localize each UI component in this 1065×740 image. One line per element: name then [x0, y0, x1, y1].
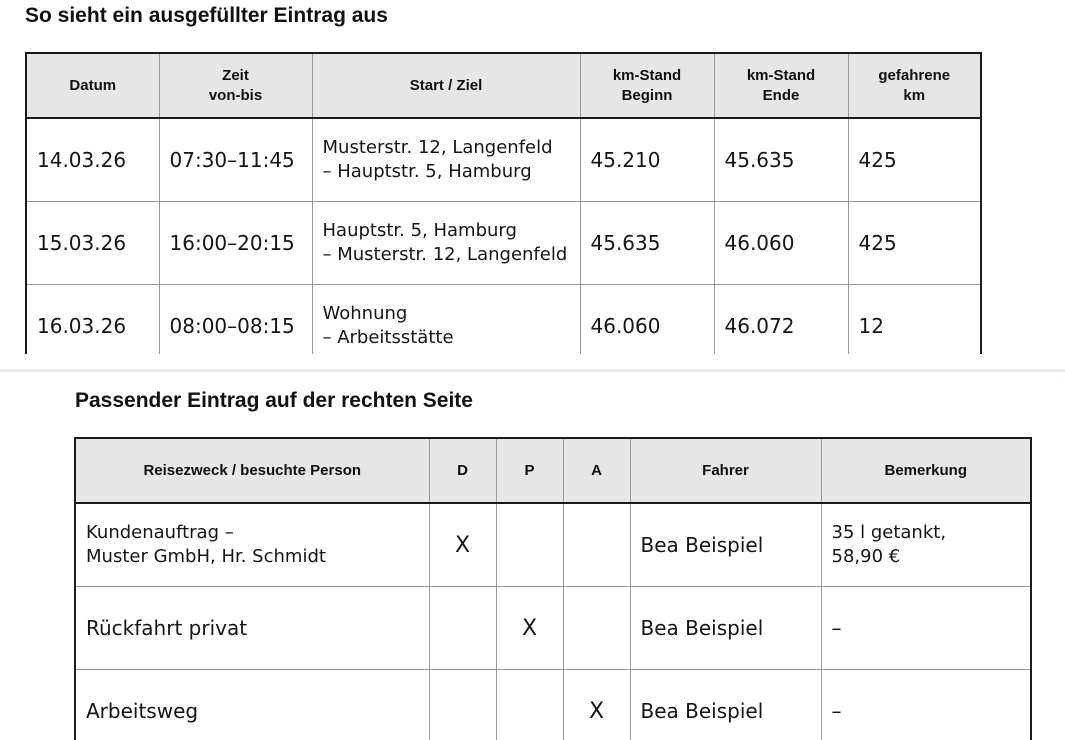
logbook-table-right	[74, 437, 1032, 740]
column-header-a: A	[563, 438, 630, 503]
table-row	[26, 285, 981, 355]
column-header-km-end: km-Stand Ende	[714, 53, 848, 118]
cell-date: 15.03.26	[26, 202, 159, 285]
table-row	[75, 503, 1031, 587]
cell-p-mark	[496, 503, 563, 587]
cell-driver: Bea Beispiel	[630, 587, 821, 670]
cell-km-driven: 425	[848, 202, 981, 285]
cell-remark: –	[821, 670, 1031, 740]
logbook-left-page	[25, 52, 982, 354]
column-header-date: Datum	[26, 53, 159, 118]
column-header-d: D	[429, 438, 496, 503]
cell-purpose: Rückfahrt privat	[75, 587, 429, 670]
cell-d-mark	[429, 670, 496, 740]
cell-km-end: 46.060	[714, 202, 848, 285]
section-title-example-entry: So sieht ein ausgefüllter Eintrag aus	[25, 4, 388, 27]
cell-a-mark	[563, 587, 630, 670]
cell-d-mark	[429, 587, 496, 670]
cell-route: Musterstr. 12, Langenfeld – Hauptstr. 5, Hamburg	[312, 118, 580, 202]
cell-time: 16:00–20:15	[159, 202, 312, 285]
cell-km-end: 46.072	[714, 285, 848, 355]
table-row	[75, 587, 1031, 670]
cell-driver: Bea Beispiel	[630, 503, 821, 587]
cell-route: Hauptstr. 5, Hamburg – Musterstr. 12, Langenfeld	[312, 202, 580, 285]
header-row	[26, 53, 981, 118]
table-row	[26, 118, 981, 202]
cell-date: 14.03.26	[26, 118, 159, 202]
cell-driver: Bea Beispiel	[630, 670, 821, 740]
column-header-route: Start / Ziel	[312, 53, 580, 118]
column-header-km-start: km-Stand Beginn	[580, 53, 714, 118]
section-title-right-page: Passender Eintrag auf der rechten Seite	[75, 389, 473, 412]
cell-km-start: 46.060	[580, 285, 714, 355]
cell-km-driven: 12	[848, 285, 981, 355]
cell-p-mark	[496, 670, 563, 740]
cell-remark: –	[821, 587, 1031, 670]
cell-time: 07:30–11:45	[159, 118, 312, 202]
cell-purpose: Kundenauftrag – Muster GmbH, Hr. Schmidt	[75, 503, 429, 587]
column-header-remark: Bemerkung	[821, 438, 1031, 503]
cell-time: 08:00–08:15	[159, 285, 312, 355]
cell-km-driven: 425	[848, 118, 981, 202]
cell-remark: 35 l getankt, 58,90 €	[821, 503, 1031, 587]
cell-route: Wohnung – Arbeitsstätte	[312, 285, 580, 355]
cell-a-mark	[563, 503, 630, 587]
logbook-table-left	[25, 52, 982, 354]
logbook-right-page	[74, 437, 1032, 740]
column-header-purpose: Reisezweck / besuchte Person	[75, 438, 429, 503]
cell-date: 16.03.26	[26, 285, 159, 355]
section-divider	[0, 369, 1065, 372]
cell-a-mark: X	[563, 670, 630, 740]
column-header-km-driven: gefahrene km	[848, 53, 981, 118]
cell-km-start: 45.635	[580, 202, 714, 285]
column-header-p: P	[496, 438, 563, 503]
column-header-driver: Fahrer	[630, 438, 821, 503]
cell-p-mark: X	[496, 587, 563, 670]
column-header-time: Zeit von-bis	[159, 53, 312, 118]
table-row	[26, 202, 981, 285]
table-row	[75, 670, 1031, 740]
header-row	[75, 438, 1031, 503]
cell-km-start: 45.210	[580, 118, 714, 202]
cell-km-end: 45.635	[714, 118, 848, 202]
cell-purpose: Arbeitsweg	[75, 670, 429, 740]
cell-d-mark: X	[429, 503, 496, 587]
